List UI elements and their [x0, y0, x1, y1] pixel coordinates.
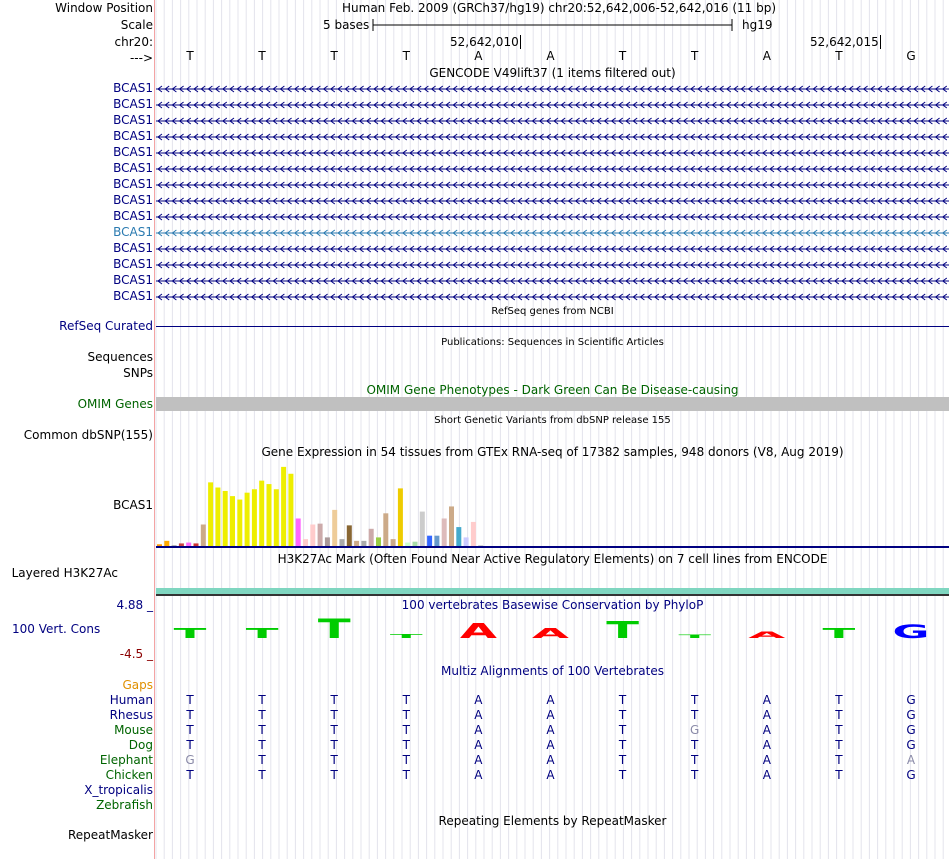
- coord-label-1: 52,642,010: [450, 35, 519, 49]
- alignment-base: A: [546, 693, 555, 707]
- gtex-bar: [405, 543, 410, 546]
- base-letter: T: [186, 49, 194, 63]
- alignment-base: T: [835, 723, 843, 737]
- alignment-base: T: [330, 693, 338, 707]
- h3k27ac-signal[interactable]: [156, 588, 949, 596]
- species-label[interactable]: Human: [109, 693, 153, 707]
- assembly-position-text: Human Feb. 2009 (GRCh37/hg19) chr20:52,642,006-52,642,016 (11 bp): [342, 1, 777, 15]
- chrom-label: chr20:: [114, 35, 153, 49]
- gencode-strand[interactable]: [156, 163, 949, 178]
- coord-label-2: 52,642,015: [810, 35, 879, 49]
- gencode-title: GENCODE V49lift37 (1 items filtered out): [429, 66, 676, 80]
- gencode-track-label[interactable]: BCAS1: [113, 97, 153, 111]
- species-label[interactable]: Elephant: [99, 753, 153, 767]
- phylop-letter: T: [173, 625, 207, 640]
- alignment-base: T: [691, 693, 699, 707]
- gtex-bar: [259, 481, 264, 546]
- alignment-base: T: [402, 723, 410, 737]
- db-text: hg19: [742, 18, 773, 32]
- alignment-base: T: [186, 708, 194, 722]
- gtex-bar: [383, 513, 388, 546]
- gencode-track-label[interactable]: BCAS1: [113, 193, 153, 207]
- gtex-bar: [376, 537, 381, 546]
- gtex-bar: [325, 537, 330, 546]
- alignment-base: T: [402, 693, 410, 707]
- h3k27ac-label[interactable]: Layered H3K27Ac: [11, 566, 118, 580]
- phylop-letter: A: [459, 619, 497, 640]
- phylop-letter: T: [606, 616, 639, 640]
- alignment-base: T: [402, 738, 410, 752]
- gtex-bar: [208, 482, 213, 546]
- alignment-base: A: [474, 693, 483, 707]
- gtex-bar: [354, 541, 359, 546]
- base-letter: A: [762, 49, 771, 63]
- gtex-bar: [413, 542, 418, 546]
- gencode-track-label[interactable]: BCAS1: [113, 209, 153, 223]
- alignment-base: A: [762, 768, 771, 782]
- alignment-base: A: [546, 738, 555, 752]
- omim-label[interactable]: OMIM Genes: [77, 397, 153, 411]
- alignment-base: T: [258, 753, 266, 767]
- alignment-base: G: [906, 738, 916, 752]
- gtex-bar: [369, 529, 374, 546]
- alignment-base: T: [330, 768, 338, 782]
- gtex-bar: [245, 493, 250, 546]
- alignment-base: A: [762, 738, 771, 752]
- phylop-letter: T: [822, 625, 856, 640]
- gtex-bar: [296, 518, 301, 546]
- gencode-strand[interactable]: [156, 275, 949, 290]
- gtex-bar: [464, 537, 469, 546]
- gtex-bar: [456, 527, 461, 546]
- alignment-base: A: [906, 753, 916, 767]
- phylop-letter: T: [245, 625, 279, 640]
- gencode-strand[interactable]: [156, 291, 949, 306]
- gtex-bar: [252, 489, 257, 546]
- gtex-bar: [288, 474, 293, 546]
- gencode-track-label[interactable]: BCAS1: [113, 113, 153, 127]
- gencode-strand[interactable]: [156, 227, 949, 242]
- alignment-base: A: [546, 768, 555, 782]
- omim-bar[interactable]: [156, 397, 949, 411]
- alignment-base: T: [258, 693, 266, 707]
- base-letter: G: [906, 49, 916, 63]
- gencode-track-label[interactable]: BCAS1: [113, 129, 153, 143]
- alignment-base: T: [691, 738, 699, 752]
- base-letter: T: [835, 49, 843, 63]
- gtex-bar: [157, 544, 162, 546]
- alignment-base: T: [835, 693, 843, 707]
- gencode-strand[interactable]: [156, 211, 949, 226]
- alignment-base: T: [186, 738, 194, 752]
- snps-label[interactable]: SNPs: [123, 366, 153, 380]
- gtex-bar: [281, 467, 286, 546]
- multiz-title: Multiz Alignments of 100 Vertebrates: [440, 664, 665, 678]
- alignment-base: G: [906, 723, 916, 737]
- gtex-bar: [201, 525, 206, 547]
- scale-label: Scale: [120, 18, 153, 32]
- alignment-base: T: [330, 738, 338, 752]
- gtex-bar: [442, 518, 447, 546]
- base-letter: T: [330, 49, 338, 63]
- gencode-track-label[interactable]: BCAS1: [113, 177, 153, 191]
- gtex-bar: [172, 545, 177, 546]
- gencode-strand[interactable]: [156, 147, 949, 162]
- gtex-bar: [340, 539, 345, 546]
- alignment-base: T: [618, 768, 627, 782]
- repeatmasker-title: Repeating Elements by RepeatMasker: [438, 814, 667, 828]
- base-letter: A: [546, 49, 555, 63]
- alignment-base: T: [186, 768, 194, 782]
- gencode-track-label[interactable]: BCAS1: [113, 273, 153, 287]
- gencode-strand[interactable]: [156, 83, 949, 98]
- alignment-base: T: [835, 753, 843, 767]
- gtex-bar: [420, 512, 425, 546]
- alignment-base: T: [258, 708, 266, 722]
- gtex-bar: [398, 488, 403, 546]
- alignment-base: T: [402, 768, 410, 782]
- gtex-label[interactable]: BCAS1: [113, 498, 153, 512]
- publications-label[interactable]: Sequences: [87, 350, 153, 364]
- alignment-base: T: [691, 753, 699, 767]
- alignment-base: T: [402, 708, 410, 722]
- gtex-barchart[interactable]: [156, 458, 949, 550]
- gencode-strand[interactable]: [156, 99, 949, 114]
- phylop-title: 100 vertebrates Basewise Conservation by PhyloP: [401, 598, 704, 612]
- gencode-track-label[interactable]: BCAS1: [113, 257, 153, 271]
- gencode-strand[interactable]: [156, 115, 949, 130]
- alignment-base: T: [835, 738, 843, 752]
- alignment-base: G: [906, 768, 916, 782]
- gtex-bar: [347, 525, 352, 546]
- alignment-base: G: [690, 723, 700, 737]
- omim-title: OMIM Gene Phenotypes - Dark Green Can Be Disease-causing: [366, 383, 739, 397]
- gencode-track-label[interactable]: BCAS1: [113, 145, 153, 159]
- species-label[interactable]: Rhesus: [109, 708, 153, 722]
- alignment-base: T: [186, 693, 194, 707]
- gtex-bar: [237, 500, 242, 546]
- alignment-base: T: [258, 768, 266, 782]
- phylop-letter: G: [892, 621, 930, 640]
- alignment-base: T: [835, 708, 843, 722]
- refseq-title: RefSeq genes from NCBI: [491, 306, 614, 317]
- gtex-bar: [361, 541, 366, 546]
- gtex-bar: [230, 496, 235, 546]
- scale-text: 5 bases: [323, 18, 370, 32]
- alignment-base: T: [691, 768, 699, 782]
- alignment-base: A: [474, 768, 483, 782]
- h3k27ac-title: H3K27Ac Mark (Often Found Near Active Regulatory Elements) on 7 cell lines from ENCODE: [277, 552, 828, 566]
- gencode-strand[interactable]: [156, 131, 949, 146]
- gencode-track-label[interactable]: BCAS1: [113, 289, 153, 303]
- alignment-base: G: [906, 693, 916, 707]
- gtex-bar: [434, 536, 439, 546]
- gencode-strand[interactable]: [156, 243, 949, 258]
- alignment-base: A: [762, 723, 771, 737]
- gtex-bar: [427, 536, 432, 546]
- alignment-base: A: [474, 708, 483, 722]
- gtex-bar: [471, 522, 476, 546]
- alignment-base: T: [691, 708, 699, 722]
- phylop-letter: T: [389, 633, 423, 640]
- alignment-base: A: [474, 738, 483, 752]
- gtex-bar: [478, 545, 483, 546]
- alignment-base: T: [330, 708, 338, 722]
- phylop-min-label: -4.5 _: [119, 647, 153, 661]
- phylop-label[interactable]: 100 Vert. Cons: [12, 622, 101, 636]
- species-label[interactable]: Dog: [128, 738, 153, 752]
- base-letter: T: [402, 49, 410, 63]
- species-label[interactable]: Chicken: [105, 768, 153, 782]
- base-letter: T: [258, 49, 266, 63]
- gtex-bar: [164, 541, 169, 546]
- gencode-strand[interactable]: [156, 179, 949, 194]
- repeatmasker-label[interactable]: RepeatMasker: [67, 828, 153, 842]
- alignment-base: A: [762, 693, 771, 707]
- publications-title: Publications: Sequences in Scientific Articles: [441, 337, 664, 348]
- gtex-bar: [274, 489, 279, 546]
- alignment-base: G: [906, 708, 916, 722]
- dbsnp-label[interactable]: Common dbSNP(155): [23, 428, 153, 442]
- alignment-base: A: [474, 723, 483, 737]
- base-letter: T: [691, 49, 699, 63]
- alignment-base: T: [618, 708, 627, 722]
- species-label[interactable]: Zebrafish: [96, 798, 153, 812]
- alignment-base: T: [330, 723, 338, 737]
- alignment-base: A: [474, 753, 483, 767]
- gtex-bar: [223, 491, 228, 546]
- alignment-base: A: [762, 708, 771, 722]
- gtex-bar: [303, 539, 308, 546]
- species-label[interactable]: X_tropicalis: [84, 783, 153, 797]
- alignment-base: T: [835, 768, 843, 782]
- phylop-letter: A: [748, 630, 786, 640]
- strand-label: --->: [129, 51, 153, 65]
- gtex-bar: [215, 488, 220, 546]
- gencode-strand[interactable]: [156, 259, 949, 274]
- refseq-label[interactable]: RefSeq Curated: [59, 319, 153, 333]
- base-letter: T: [618, 49, 627, 63]
- gtex-bar: [449, 506, 454, 546]
- gtex-title: Gene Expression in 54 tissues from GTEx RNA-seq of 17382 samples, 948 donors (V8, Aug 2019): [261, 445, 844, 459]
- gtex-bar: [332, 510, 337, 546]
- species-label[interactable]: Mouse: [114, 723, 153, 737]
- gtex-bar: [194, 543, 199, 546]
- alignment-base: T: [618, 693, 627, 707]
- alignment-base: T: [330, 753, 338, 767]
- alignment-base: T: [618, 738, 627, 752]
- alignment-base: T: [258, 738, 266, 752]
- gencode-track-label[interactable]: BCAS1: [113, 241, 153, 255]
- window-position-label: Window Position: [55, 1, 153, 15]
- alignment-base: T: [258, 723, 266, 737]
- scale-bar: [370, 18, 736, 32]
- base-letter: A: [474, 49, 483, 63]
- dbsnp-title: Short Genetic Variants from dbSNP release 155: [434, 415, 671, 426]
- gtex-bar: [391, 539, 396, 546]
- alignment-base: T: [402, 753, 410, 767]
- phylop-logo[interactable]: [156, 610, 949, 640]
- gencode-track-label[interactable]: BCAS1: [113, 225, 153, 239]
- phylop-letter: A: [531, 625, 570, 640]
- alignment-base: A: [546, 753, 555, 767]
- alignment-base: T: [618, 723, 627, 737]
- gtex-bar: [186, 543, 191, 546]
- alignment-base: A: [762, 753, 771, 767]
- alignment-base: T: [618, 753, 627, 767]
- gaps-label: Gaps: [122, 678, 153, 692]
- gtex-bar: [179, 543, 184, 546]
- phylop-max-label: 4.88 _: [116, 598, 153, 612]
- alignment-base: G: [185, 753, 195, 767]
- gtex-bar: [318, 524, 323, 546]
- phylop-letter: T: [317, 613, 351, 640]
- alignment-base: A: [546, 723, 555, 737]
- gtex-bar: [267, 484, 272, 546]
- gencode-strand[interactable]: [156, 195, 949, 210]
- phylop-letter: T: [678, 634, 712, 640]
- gencode-track-label[interactable]: BCAS1: [113, 161, 153, 175]
- gencode-track-label[interactable]: BCAS1: [113, 81, 153, 95]
- gtex-bar: [310, 525, 315, 547]
- refseq-line: [156, 326, 949, 327]
- alignment-base: T: [186, 723, 194, 737]
- alignment-base: A: [546, 708, 555, 722]
